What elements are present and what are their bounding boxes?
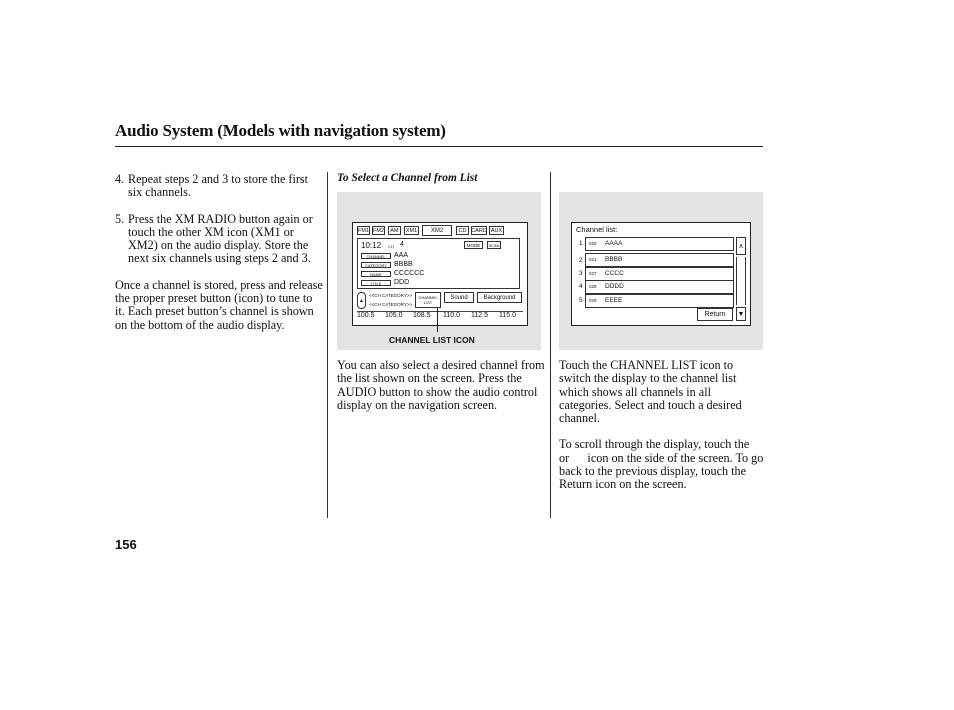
background-button[interactable]: Background	[477, 292, 522, 303]
channel-list-button[interactable]: CHANNEL LIST	[415, 292, 441, 308]
channel-row[interactable]	[585, 280, 734, 294]
seek-down-control[interactable]: <<CH CATEGORY>>	[369, 302, 413, 307]
preset-6[interactable]: 115.0	[499, 312, 516, 319]
row-number: 3	[579, 270, 583, 277]
step-text: Repeat steps 2 and 3 to store the first six channels.	[128, 172, 309, 200]
channel-row[interactable]	[585, 237, 734, 251]
column-1	[115, 173, 323, 332]
channel-row[interactable]	[585, 294, 734, 308]
step-5	[115, 213, 323, 266]
ch-prefix: CH	[388, 244, 394, 249]
tab-xm1[interactable]: XM1	[405, 227, 418, 234]
category-value: BBBB	[394, 261, 413, 268]
section-subheading: To Select a Channel from List	[337, 172, 478, 184]
row-number: 4	[579, 283, 583, 290]
page-number: 156	[115, 537, 137, 552]
column-2-paragraph: You can also select a desired channel from the list shown on the screen. Press the AUDIO button to show the audio control display on the navigation screen.	[337, 358, 545, 412]
channel-value: AAA	[394, 252, 409, 259]
row-name: BBBB	[605, 256, 623, 263]
row-name: CCCC	[605, 270, 624, 277]
scrollbar-track[interactable]	[736, 257, 746, 305]
column-divider-2	[550, 172, 551, 518]
row-channel: 027	[589, 271, 597, 276]
title-rule	[115, 146, 763, 147]
tab-fm2[interactable]: FM2	[373, 227, 384, 234]
row-number: 5	[579, 297, 583, 304]
step-number: 4.	[115, 172, 125, 186]
channel-list-figure	[559, 192, 763, 350]
paragraph: Touch the CHANNEL LIST icon to switch the display to the channel list which shows all channels in all categories. Select and touch a desired channel.	[559, 358, 742, 426]
row-name: EEEE	[605, 297, 623, 304]
row-channel: 029	[589, 298, 597, 303]
row-channel: 020	[589, 241, 597, 246]
return-button[interactable]: Return	[697, 308, 733, 321]
title-label: TITLE	[361, 280, 391, 286]
tab-fm1[interactable]: FM1	[358, 227, 369, 234]
row-name: DDDD	[605, 283, 624, 290]
row-number: 2	[579, 257, 583, 264]
audio-display-figure	[337, 192, 541, 350]
preset-4[interactable]: 110.0	[443, 312, 460, 319]
audio-screen	[352, 222, 528, 326]
category-label: CATEGORY	[361, 262, 391, 268]
row-channel: 028	[589, 284, 597, 289]
preset-2[interactable]: 105.0	[385, 312, 403, 319]
paragraph: Once a channel is stored, press and release the proper preset button (icon) to tune to it. Each preset button’s channel is shown on the bottom of the audio display.	[115, 277, 323, 332]
step-number: 5.	[115, 211, 125, 226]
callout-label: CHANNEL LIST ICON	[389, 335, 475, 345]
row-number: 1	[579, 240, 583, 247]
sound-button[interactable]: Sound	[444, 292, 474, 303]
channel-row[interactable]	[585, 253, 734, 267]
callout-line	[437, 308, 438, 332]
paragraph: To scroll through the display, touch the or icon on the side of the screen. To go back to the previous display, touch the Return icon on the screen.	[559, 437, 768, 492]
column-divider-1	[327, 172, 328, 518]
list-title: Channel list:	[576, 225, 618, 234]
volume-knob-icon[interactable]: ▲	[357, 292, 366, 309]
tab-cd[interactable]: CD	[456, 226, 469, 235]
tab-card[interactable]: CARD	[471, 227, 487, 234]
column-3-text	[559, 358, 768, 505]
name-value: CCCCCC	[394, 270, 425, 277]
tab-am[interactable]: AM	[388, 226, 401, 235]
scroll-down-button[interactable]: ▼	[736, 307, 746, 321]
tab-xm2[interactable]: XM2	[422, 225, 452, 236]
seek-up-control[interactable]: <<CH CATEGORY>>	[369, 293, 413, 298]
scroll-up-button[interactable]: ∧	[736, 237, 746, 255]
channel-list-screen	[571, 222, 751, 326]
channel-info-box	[357, 238, 520, 289]
channel-label: CHANNEL	[361, 253, 391, 259]
row-name: AAAA	[605, 240, 623, 247]
step-4	[115, 173, 323, 200]
channel-number: 4	[400, 241, 404, 248]
step-text: Press the XM RADIO button again or touch the other XM icon (XM1 or XM2) on the audio display. Store the next six channels using steps 2 and 3.	[128, 211, 313, 266]
clock: 10:12	[361, 241, 382, 250]
preset-3[interactable]: 108.5	[413, 312, 431, 319]
channel-row[interactable]	[585, 267, 734, 281]
name-label: NAME	[361, 271, 391, 277]
preset-1[interactable]: 100.5	[357, 312, 375, 319]
preset-5[interactable]: 112.5	[471, 312, 488, 319]
tab-aux[interactable]: AUX	[490, 227, 503, 234]
mode-button[interactable]: MODE	[464, 241, 483, 249]
page-title: Audio System (Models with navigation system)	[115, 121, 446, 140]
title-value: DDD	[394, 279, 410, 286]
scan-button[interactable]: SCAN	[488, 242, 500, 248]
row-channel: 021	[589, 257, 597, 262]
